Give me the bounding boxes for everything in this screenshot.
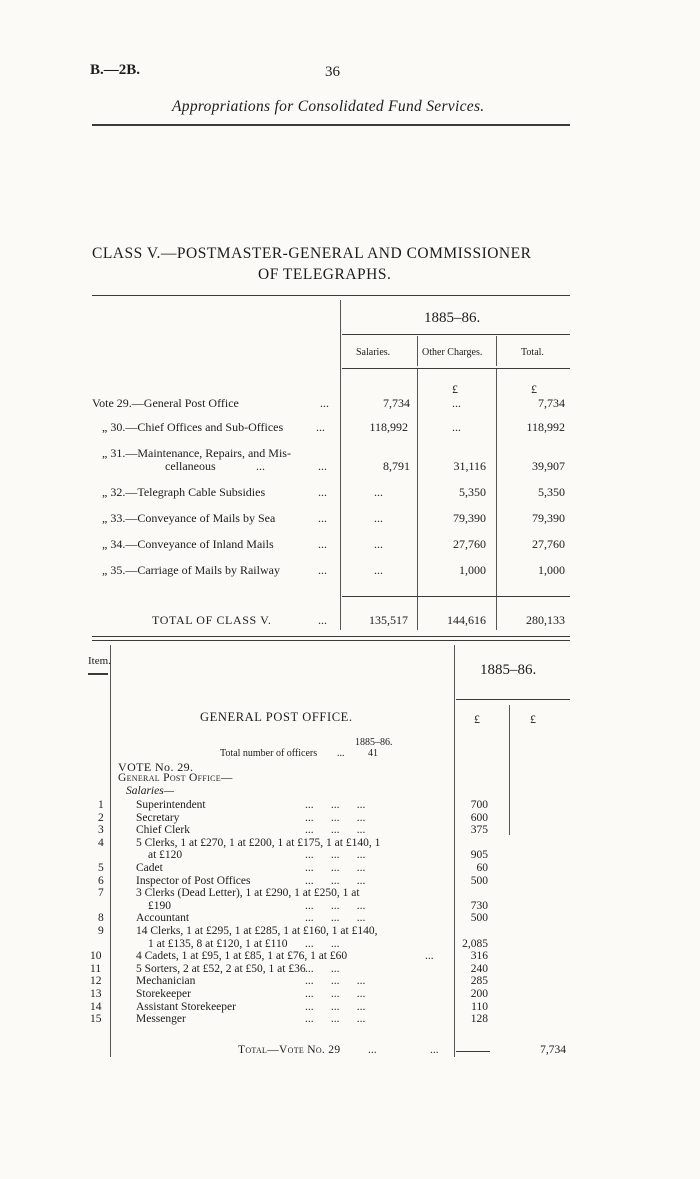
summary-row-other: 79,390: [453, 511, 486, 525]
summary-row-salaries: 7,734: [383, 396, 410, 410]
item-number: 13: [90, 988, 102, 1000]
item-description: Inspector of Post Offices: [136, 874, 251, 887]
item-number: 10: [90, 950, 102, 963]
summary-total-dots: ...: [318, 613, 327, 627]
item-amount: 316: [470, 950, 488, 963]
item-dots: ... ...: [305, 937, 340, 950]
class-title-line1: CLASS V.—POSTMASTER-GENERAL AND COMMISSIONER: [92, 245, 532, 262]
detail-item-divider: [110, 645, 111, 1057]
summary-col-divider-5: [496, 369, 497, 630]
officers-year: 1885–86.: [355, 737, 393, 748]
summary-row-salaries: 8,791: [383, 459, 410, 473]
item-amount: 60: [476, 862, 488, 874]
summary-currency-other: £: [452, 382, 458, 396]
summary-top-rule: [92, 295, 570, 296]
summary-row-total: 27,760: [532, 537, 565, 551]
detail-amount-divider-2: [509, 705, 510, 835]
item-dots: ... ... ...: [305, 975, 366, 988]
summary-row-other: ...: [452, 420, 461, 434]
item-description: 14 Clerks, 1 at £295, 1 at £285, 1 at £160, 1 at £140,: [136, 925, 378, 937]
item-number: 9: [98, 925, 104, 937]
item-description: 5 Sorters, 2 at £52, 2 at £50, 1 at £36: [136, 962, 306, 975]
summary-col-salaries: Salaries.: [356, 347, 391, 358]
summary-row-label: „ 30.—Chief Offices and Sub-Offices: [102, 420, 284, 434]
item-description: Chief Clerk: [136, 824, 190, 837]
item-number: 14: [90, 1000, 102, 1013]
item-dots: ... ...: [305, 962, 340, 975]
running-title: Appropriations for Consolidated Fund Services.: [172, 98, 485, 115]
item-amount: 600: [470, 811, 488, 824]
item-dots: ... ... ...: [305, 874, 366, 887]
item-underline: [88, 673, 108, 675]
item-amount: 285: [470, 975, 488, 988]
summary-total-rule: [342, 596, 570, 597]
summary-row-total: 7,734: [538, 396, 565, 410]
summary-row-salaries: ...: [374, 511, 383, 525]
item-dots: ... ... ...: [305, 849, 366, 862]
item-amount: 500: [470, 912, 488, 925]
summary-row-label: „ 31.—Maintenance, Repairs, and Mis-: [102, 446, 291, 460]
detail-top-rule-1: [92, 636, 570, 637]
item-description: Cadet: [136, 862, 163, 874]
amount-subtotal-rule: [456, 1051, 490, 1052]
item-dots: ... ... ...: [305, 824, 366, 837]
summary-row-salaries: ...: [374, 485, 383, 499]
summary-row-salaries: 118,992: [369, 420, 408, 434]
detail-year-header: 1885–86.: [480, 662, 537, 678]
item-description: Secretary: [136, 811, 180, 824]
item-number: 11: [90, 962, 102, 975]
summary-col-divider-3: [496, 336, 497, 366]
summary-row-label: „ 35.—Carriage of Mails by Railway: [102, 563, 280, 577]
group-label: General Post Office—: [118, 772, 233, 784]
summary-row-salaries: ...: [374, 537, 383, 551]
summary-row-dots: ...: [320, 396, 329, 410]
item-description: Assistant Storekeeper: [136, 1000, 236, 1013]
summary-col-other: Other Charges.: [422, 347, 483, 358]
item-dots: ... ... ...: [305, 862, 366, 874]
summary-row-total: 39,907: [532, 459, 565, 473]
summary-col-divider: [340, 300, 341, 630]
item-dots: ... ... ...: [305, 799, 366, 811]
item-amount: 730: [470, 899, 488, 912]
header-rule: [92, 124, 570, 126]
item-number: 3: [98, 824, 104, 837]
item-dots: ... ... ...: [305, 1000, 366, 1013]
detail-item-header: Item.: [88, 655, 111, 667]
summary-row-label-cont: cellaneous: [165, 459, 216, 473]
item-number: 7: [98, 887, 104, 900]
summary-row-total: 5,350: [538, 485, 565, 499]
summary-currency-total: £: [531, 382, 537, 396]
detail-total-dots-2: ...: [430, 1044, 439, 1056]
item-amount: 500: [470, 874, 488, 887]
summary-year-header: 1885–86.: [424, 310, 481, 326]
item-amount: 110: [471, 1000, 488, 1013]
item-amount: 200: [470, 988, 488, 1000]
page-ref: B.—2B.: [90, 62, 141, 78]
item-description: Mechanician: [136, 975, 196, 988]
summary-row-dots: ...: [318, 459, 327, 473]
summary-col-divider-4: [417, 369, 418, 630]
item-amount: 905: [470, 849, 488, 862]
detail-section-title: GENERAL POST OFFICE.: [200, 710, 353, 724]
summary-row-total: 1,000: [538, 563, 565, 577]
item-description: Messenger: [136, 1013, 186, 1026]
summary-total-other: 144,616: [447, 613, 486, 627]
summary-total-salaries: 135,517: [369, 613, 408, 627]
officers-count: 41: [368, 748, 378, 759]
item-amount: 2,085: [462, 937, 488, 950]
item-description: Storekeeper: [136, 988, 191, 1000]
summary-row-other: 5,350: [459, 485, 486, 499]
detail-year-rule: [456, 699, 570, 700]
vote-label: VOTE No. 29.: [118, 760, 194, 774]
class-title-line2: OF TELEGRAPHS.: [258, 266, 392, 283]
summary-col-divider-2: [417, 336, 418, 366]
summary-col-total: Total.: [521, 347, 544, 358]
summary-row-dots: ...: [318, 485, 327, 499]
detail-total-label: Total—Vote No. 29: [238, 1044, 341, 1056]
item-dots: ... ... ...: [305, 1013, 366, 1026]
item-number: 15: [90, 1013, 102, 1026]
item-description-cont: 1 at £135, 8 at £120, 1 at £110: [148, 937, 288, 950]
summary-row-label: „ 32.—Telegraph Cable Subsidies: [102, 485, 266, 499]
officers-label: Total number of officers: [220, 748, 318, 759]
item-dots: ... ... ...: [305, 988, 366, 1000]
item-description: 4 Cadets, 1 at £95, 1 at £85, 1 at £76, 1 at £60: [136, 950, 348, 963]
summary-row-other: ...: [452, 396, 461, 410]
summary-row-dots: ...: [256, 459, 265, 473]
item-description: 3 Clerks (Dead Letter), 1 at £290, 1 at £250, 1 at: [136, 887, 360, 900]
item-number: 2: [98, 811, 104, 824]
summary-row-total: 79,390: [532, 511, 565, 525]
summary-row-total: 118,992: [526, 420, 565, 434]
summary-year-rule: [342, 334, 570, 335]
item-description-cont: £190: [148, 899, 171, 912]
subgroup-label: Salaries—: [126, 785, 174, 797]
item-amount: 128: [470, 1013, 488, 1026]
item-number: 8: [98, 912, 104, 925]
item-description: Superintendent: [136, 799, 206, 811]
detail-total-dots: ...: [368, 1044, 377, 1056]
detail-top-rule-2: [92, 640, 570, 641]
summary-row-dots: ...: [318, 537, 327, 551]
item-number: 4: [98, 836, 104, 849]
summary-header-rule: [342, 368, 570, 369]
item-description: 5 Clerks, 1 at £270, 1 at £200, 1 at £175, 1 at £140, 1: [136, 836, 381, 849]
summary-row-other: 1,000: [459, 563, 486, 577]
summary-total-total: 280,133: [526, 613, 565, 627]
summary-row-label: „ 33.—Conveyance of Mails by Sea: [102, 511, 276, 525]
item-dots: ... ... ...: [305, 912, 366, 925]
officers-dots: ...: [337, 748, 345, 759]
item-description: Accountant: [136, 912, 190, 925]
summary-row-label: Vote 29.—General Post Office: [92, 396, 239, 410]
item-amount: 240: [470, 962, 488, 975]
item-dots: ...: [425, 950, 434, 963]
detail-amount-divider: [454, 645, 455, 1057]
summary-row-dots: ...: [318, 511, 327, 525]
page-number: 36: [325, 64, 340, 80]
summary-row-other: 31,116: [453, 459, 486, 473]
item-amount: 375: [470, 824, 488, 837]
summary-row-other: 27,760: [453, 537, 486, 551]
summary-row-dots: ...: [318, 563, 327, 577]
item-number: 6: [98, 874, 104, 887]
summary-row-label: „ 34.—Conveyance of Inland Mails: [102, 537, 274, 551]
item-dots: ... ... ...: [305, 899, 366, 912]
summary-row-dots: ...: [316, 420, 325, 434]
item-dots: ... ... ...: [305, 811, 366, 824]
item-number: 12: [90, 975, 102, 988]
summary-total-label: TOTAL OF CLASS V.: [152, 613, 272, 627]
item-number: 5: [98, 862, 104, 874]
detail-currency-1: £: [474, 712, 480, 726]
summary-row-salaries: ...: [374, 563, 383, 577]
item-number: 1: [98, 799, 104, 811]
item-amount: 700: [470, 799, 488, 811]
detail-total-amount: 7,734: [540, 1044, 566, 1056]
item-description-cont: at £120: [148, 849, 183, 862]
detail-currency-2: £: [530, 712, 536, 726]
